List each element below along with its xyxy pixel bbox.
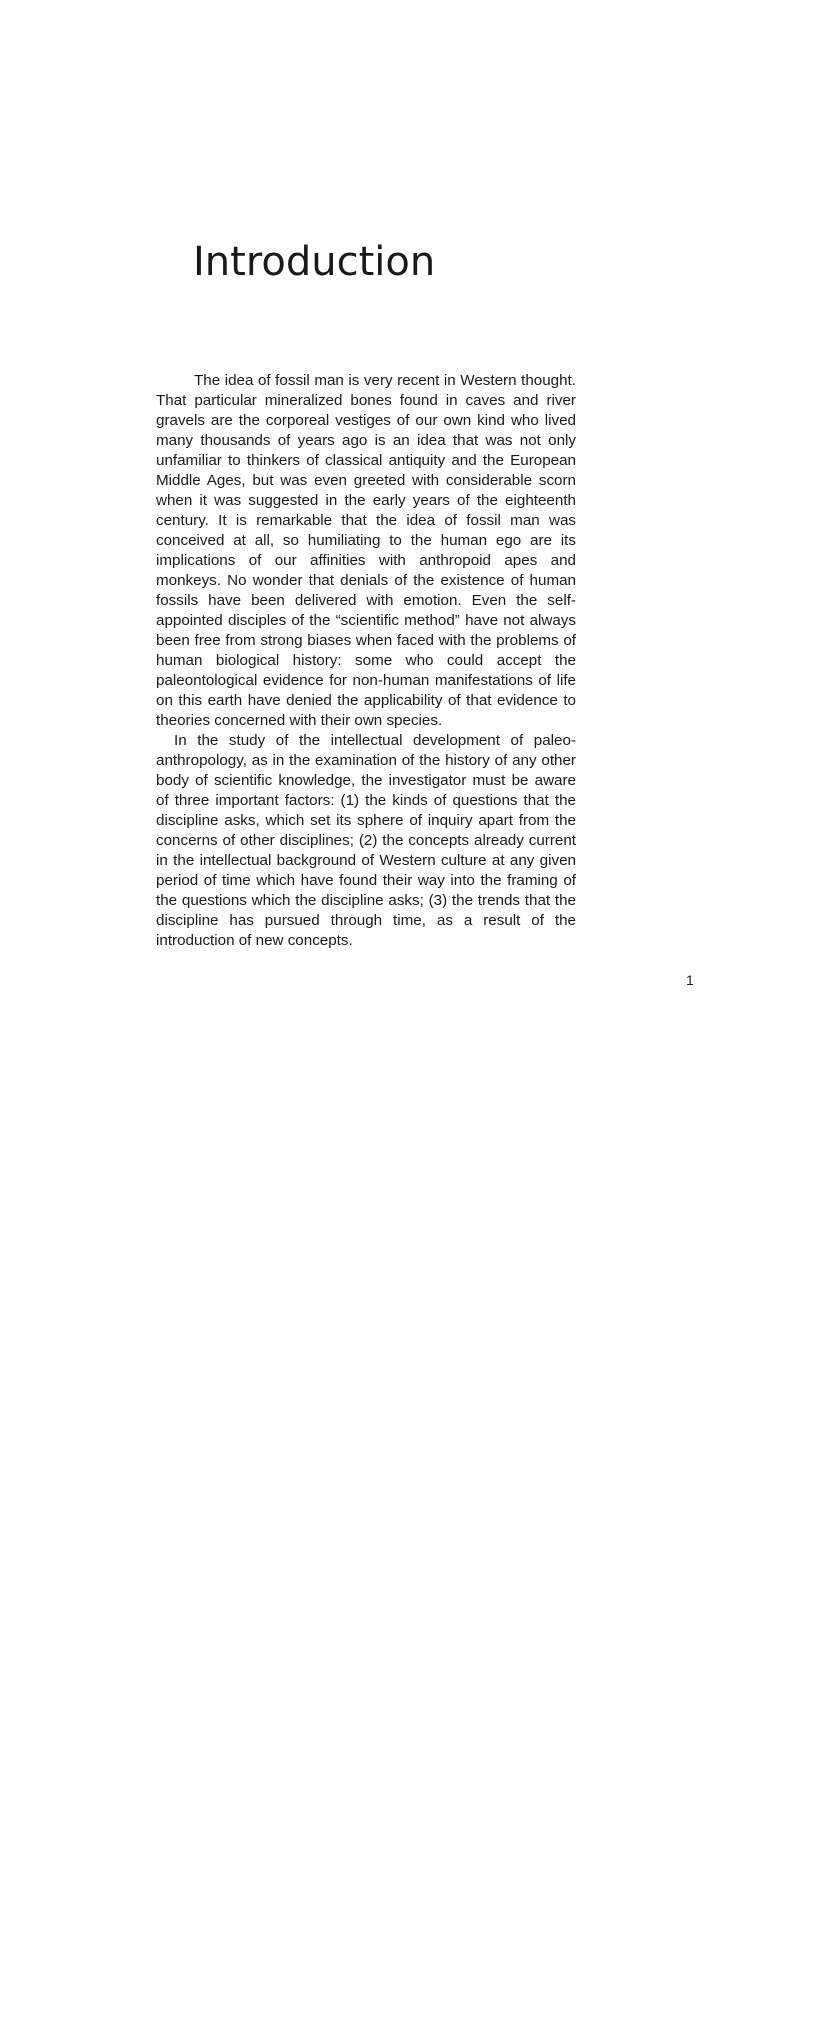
page-number: 1: [686, 972, 694, 988]
chapter-title: Introduction: [193, 239, 436, 285]
paragraph-2: In the study of the intellectual development of paleoanthropology, as in the examination of the history of any other body of scientific knowledge, the investigator must be aware of three important factors: (1) the kinds of questions that the discipline asks, which set its sphere of inquiry apart from the concerns of other disciplines; (2) the concepts already current in the intellectual background of Western culture at any given period of time which have found their way into the framing of the questions which the discipline asks; (3) the trends that the discipline has pursued through time, as a result of the introduction of new concepts.: [156, 732, 576, 949]
body-text: [156, 371, 576, 951]
paragraph-1: The idea of fossil man is very recent in Western thought. That particular mineralized bones found in caves and river gravels are the corporeal vestiges of our own kind who lived many thousands of years ago is an idea that was not only unfamiliar to thinkers of classical antiquity and the European Middle Ages, but was even greeted with considerable scorn when it was suggested in the early years of the eighteenth century. It is remarkable that the idea of fossil man was conceived at all, so humiliating to the human ego are its implications of our affinities with anthropoid apes and monkeys. No wonder that denials of the existence of human fossils have been delivered with emotion. Even the self-appointed disciples of the “scientific method” have not always been free from strong biases when faced with the problems of human biological history: some who could accept the paleontological evidence for non-human manifestations of life on this earth have denied the applicability of that evidence to theories concerned with their own species.: [156, 372, 576, 729]
